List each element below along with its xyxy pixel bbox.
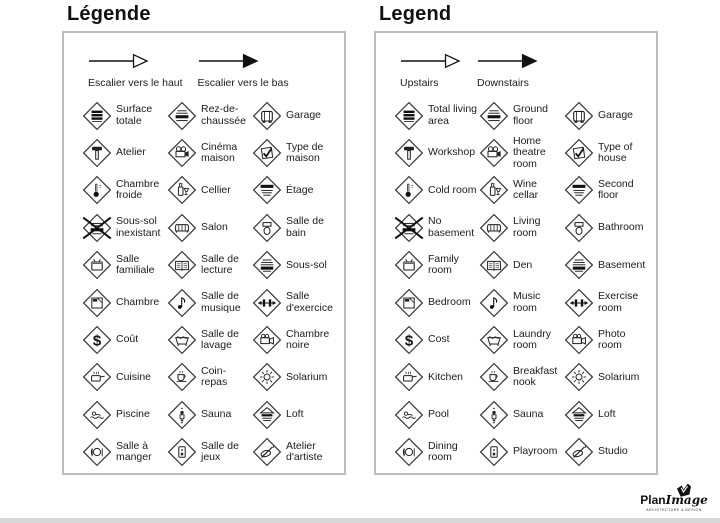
stair-arrows-english	[400, 53, 656, 89]
svg-text:$: $	[404, 332, 414, 350]
bedroom-icon	[82, 288, 112, 318]
legend-box-english	[374, 31, 658, 475]
legend-item-label: Living room	[513, 215, 541, 239]
home-theatre-icon	[479, 138, 509, 168]
house-type-icon	[564, 138, 594, 168]
home-theatre-icon	[167, 138, 197, 168]
legend-item	[394, 325, 479, 355]
legend-item-label: Music room	[513, 290, 541, 314]
stair-arrow	[88, 53, 183, 89]
legend-item	[252, 325, 337, 355]
legend-item	[252, 362, 337, 392]
legend-item-label: Chambre	[116, 295, 160, 308]
stair-arrow	[400, 53, 462, 89]
legend-item	[252, 437, 337, 467]
legend-item	[564, 400, 649, 430]
legend-item	[167, 325, 252, 355]
legend-grid-english	[394, 97, 656, 471]
legend-item-label: Den	[513, 258, 533, 271]
living-room-icon	[167, 213, 197, 243]
legend-item	[564, 288, 649, 318]
legend-item	[479, 437, 564, 467]
legend-box-french	[62, 31, 346, 475]
living-room-icon	[479, 213, 509, 243]
sauna-icon	[479, 400, 509, 430]
workshop-icon	[394, 138, 424, 168]
music-room-icon	[167, 288, 197, 318]
legend-item-label: Solarium	[598, 370, 640, 383]
legend-item	[252, 138, 337, 168]
cold-room-icon	[82, 175, 112, 205]
legend-item	[479, 288, 564, 318]
legend-item-label: Studio	[598, 445, 628, 458]
legend-item-label: Garage	[286, 108, 322, 121]
ground-floor-icon	[167, 101, 197, 131]
legend-item	[252, 288, 337, 318]
panel-title-french: Légende	[67, 3, 151, 25]
sauna-icon	[167, 400, 197, 430]
legend-item-label: Salle familiale	[116, 252, 155, 277]
legend-item	[167, 101, 252, 131]
wine-cellar-icon	[167, 175, 197, 205]
planimage-logo	[636, 483, 712, 515]
loft-icon	[564, 400, 594, 430]
legend-item-label: Coin-repas	[201, 364, 228, 389]
total-living-area-icon	[394, 101, 424, 131]
legend-item-label: Rez-de-chaussée	[201, 103, 246, 127]
legend-item-label: Cuisine	[116, 370, 152, 383]
laundry-room-icon	[479, 325, 509, 355]
legend-panel-french	[62, 3, 346, 475]
loft-icon	[252, 400, 282, 430]
legend-item-label: Étage	[286, 183, 314, 196]
legend-item	[394, 437, 479, 467]
no-basement-icon	[394, 213, 424, 243]
legend-item	[479, 213, 564, 243]
legend-item-label: Type of house	[598, 140, 633, 165]
legend-item	[82, 101, 167, 131]
legend-item	[82, 362, 167, 392]
legend-item-label: Wine cellar	[513, 177, 539, 202]
legend-item	[394, 362, 479, 392]
kitchen-icon	[82, 362, 112, 392]
bathroom-icon	[252, 213, 282, 243]
family-room-icon	[82, 250, 112, 280]
cost-icon	[82, 325, 112, 355]
legend-item-label: Loft	[286, 408, 304, 421]
basement-icon	[564, 250, 594, 280]
total-living-area-icon	[82, 101, 112, 131]
legend-item	[167, 138, 252, 168]
stairs-up-arrow-icon	[88, 53, 183, 74]
legend-item-label: Ground floor	[513, 103, 549, 127]
stair-arrow	[477, 53, 539, 89]
legend-item-label: Garage	[598, 108, 634, 121]
legend-item-label: Total living area	[428, 103, 478, 127]
legend-item-label: Loft	[598, 408, 616, 421]
playroom-icon	[479, 437, 509, 467]
legend-item	[394, 175, 479, 205]
garage-icon	[252, 101, 282, 131]
legend-item	[252, 250, 337, 280]
legend-item	[394, 138, 479, 168]
legend-item	[564, 213, 649, 243]
legend-item-label: Basement	[598, 258, 646, 271]
legend-item-label: Home theatre room	[513, 134, 546, 170]
solarium-icon	[564, 362, 594, 392]
legend-item-label: Salle de musique	[201, 290, 241, 314]
legend-item	[564, 250, 649, 280]
legend-item-label: Workshop	[428, 146, 476, 159]
playroom-icon	[167, 437, 197, 467]
exercise-room-icon	[252, 288, 282, 318]
legend-item-label: Sauna	[513, 408, 544, 421]
pool-icon	[394, 400, 424, 430]
legend-item-label: Playroom	[513, 445, 558, 458]
legend-item	[167, 175, 252, 205]
legend-item-label: Type de maison	[286, 140, 324, 165]
legend-item	[82, 213, 167, 243]
bedroom-icon	[394, 288, 424, 318]
studio-icon	[252, 437, 282, 467]
legend-item-label: Salle à manger	[116, 439, 152, 464]
cost-icon	[394, 325, 424, 355]
legend-item	[167, 437, 252, 467]
legend-grid-french	[82, 97, 344, 471]
laundry-room-icon	[167, 325, 197, 355]
den-icon	[167, 250, 197, 280]
legend-item	[479, 175, 564, 205]
no-basement-icon	[82, 213, 112, 243]
dining-room-icon	[394, 437, 424, 467]
legend-item-label: Salle de lavage	[201, 327, 239, 352]
legend-item-label: Atelier d'artiste	[286, 439, 323, 464]
house-type-icon	[252, 138, 282, 168]
legend-item	[479, 250, 564, 280]
legend-item	[394, 101, 479, 131]
solarium-icon	[252, 362, 282, 392]
legend-item	[394, 288, 479, 318]
second-floor-icon	[564, 175, 594, 205]
kitchen-icon	[394, 362, 424, 392]
legend-item-label: Sous-sol	[286, 258, 327, 271]
legend-item	[394, 400, 479, 430]
stairs-up-arrow-icon	[400, 53, 462, 74]
den-icon	[479, 250, 509, 280]
bathroom-icon	[564, 213, 594, 243]
legend-item	[564, 437, 649, 467]
legend-item	[394, 250, 479, 280]
legend-item-label: Cost	[428, 333, 450, 346]
legend-item	[564, 325, 649, 355]
legend-item-label: Cold room	[428, 183, 477, 196]
legend-item-label: Exercise room	[598, 290, 639, 314]
legend-item	[564, 138, 649, 168]
legend-item	[82, 175, 167, 205]
legend-item	[394, 213, 479, 243]
legend-item-label: Sous-sol inexistant	[116, 215, 161, 239]
planimage-logo-wordmark	[636, 493, 712, 507]
legend-item-label: No basement	[428, 215, 475, 239]
legend-item	[167, 213, 252, 243]
planimage-logo-tagline: ARCHITECTURE & DESIGN	[646, 508, 702, 512]
legend-item-label: Surface totale	[116, 103, 153, 127]
stair-arrow	[198, 53, 289, 89]
legend-item	[82, 288, 167, 318]
legend-item	[252, 175, 337, 205]
legend-item	[252, 101, 337, 131]
legend-item-label: Kitchen	[428, 370, 464, 383]
family-room-icon	[394, 250, 424, 280]
stairs-down-arrow-icon	[198, 53, 289, 74]
legend-item	[82, 437, 167, 467]
music-room-icon	[479, 288, 509, 318]
legend-item	[82, 138, 167, 168]
basement-icon	[252, 250, 282, 280]
legend-item-label: Breakfast nook	[513, 364, 558, 389]
legend-item-label: Bedroom	[428, 295, 471, 308]
legend-item	[82, 400, 167, 430]
legend-item	[479, 325, 564, 355]
workshop-icon	[82, 138, 112, 168]
ground-floor-icon	[479, 101, 509, 131]
legend-item-label: Chambre noire	[286, 327, 330, 352]
legend-item	[564, 175, 649, 205]
exercise-room-icon	[564, 288, 594, 318]
legend-item-label: Family room	[428, 252, 459, 277]
legend-item-label: Salle de lecture	[201, 252, 239, 277]
legend-item-label: Cinéma maison	[201, 140, 238, 165]
legend-item-label: Solarium	[286, 370, 328, 383]
stair-arrow-label: Downstairs	[477, 77, 529, 89]
stair-arrows-french	[88, 53, 344, 89]
logo-text-image: Image	[665, 493, 708, 507]
legend-item	[479, 136, 564, 171]
legend-item-label: Bathroom	[598, 221, 644, 234]
legend-item-label: Salon	[201, 221, 228, 234]
legend-item-label: Salle de jeux	[201, 439, 239, 464]
svg-text:$: $	[92, 332, 102, 350]
logo-text-plan: Plan	[640, 493, 666, 507]
legend-item-label: Chambre froide	[116, 177, 160, 202]
legend-item-label: Salle d'exercice	[286, 290, 333, 314]
legend-item	[479, 400, 564, 430]
panel-title-english: Legend	[379, 3, 452, 25]
legend-item-label: Second floor	[598, 177, 634, 202]
legend-item-label: Salle de bain	[286, 215, 324, 239]
legend-item-label: Dining room	[428, 439, 458, 464]
stairs-down-arrow-icon	[477, 53, 539, 74]
legend-item	[564, 101, 649, 131]
stair-arrow-label: Escalier vers le haut	[88, 77, 183, 89]
legend-item-label: Piscine	[116, 408, 150, 421]
legend-item-label: Pool	[428, 408, 450, 421]
legend-item	[82, 325, 167, 355]
legend-item-label: Cellier	[201, 183, 231, 196]
legend-item-label: Coût	[116, 333, 139, 346]
photo-room-icon	[252, 325, 282, 355]
legend-item	[479, 101, 564, 131]
breakfast-nook-icon	[167, 362, 197, 392]
legend-item-label: Photo room	[598, 327, 626, 352]
dining-room-icon	[82, 437, 112, 467]
studio-icon	[564, 437, 594, 467]
legend-item	[479, 362, 564, 392]
pool-icon	[82, 400, 112, 430]
legend-item-label: Atelier	[116, 146, 146, 159]
second-floor-icon	[252, 175, 282, 205]
legend-item	[252, 400, 337, 430]
legend-item	[82, 250, 167, 280]
legend-item-label: Laundry room	[513, 327, 551, 352]
legend-item	[167, 250, 252, 280]
wine-cellar-icon	[479, 175, 509, 205]
legend-item	[167, 362, 252, 392]
garage-icon	[564, 101, 594, 131]
legend-item-label: Sauna	[201, 408, 232, 421]
cold-room-icon	[394, 175, 424, 205]
breakfast-nook-icon	[479, 362, 509, 392]
stair-arrow-label: Escalier vers le bas	[197, 77, 289, 89]
legend-item	[167, 288, 252, 318]
legend-panel-english	[374, 3, 658, 475]
photo-room-icon	[564, 325, 594, 355]
legend-item	[564, 362, 649, 392]
legend-item	[167, 400, 252, 430]
legend-item	[252, 213, 337, 243]
stair-arrow-label: Upstairs	[400, 77, 439, 89]
page-bottom-edge	[0, 518, 720, 523]
